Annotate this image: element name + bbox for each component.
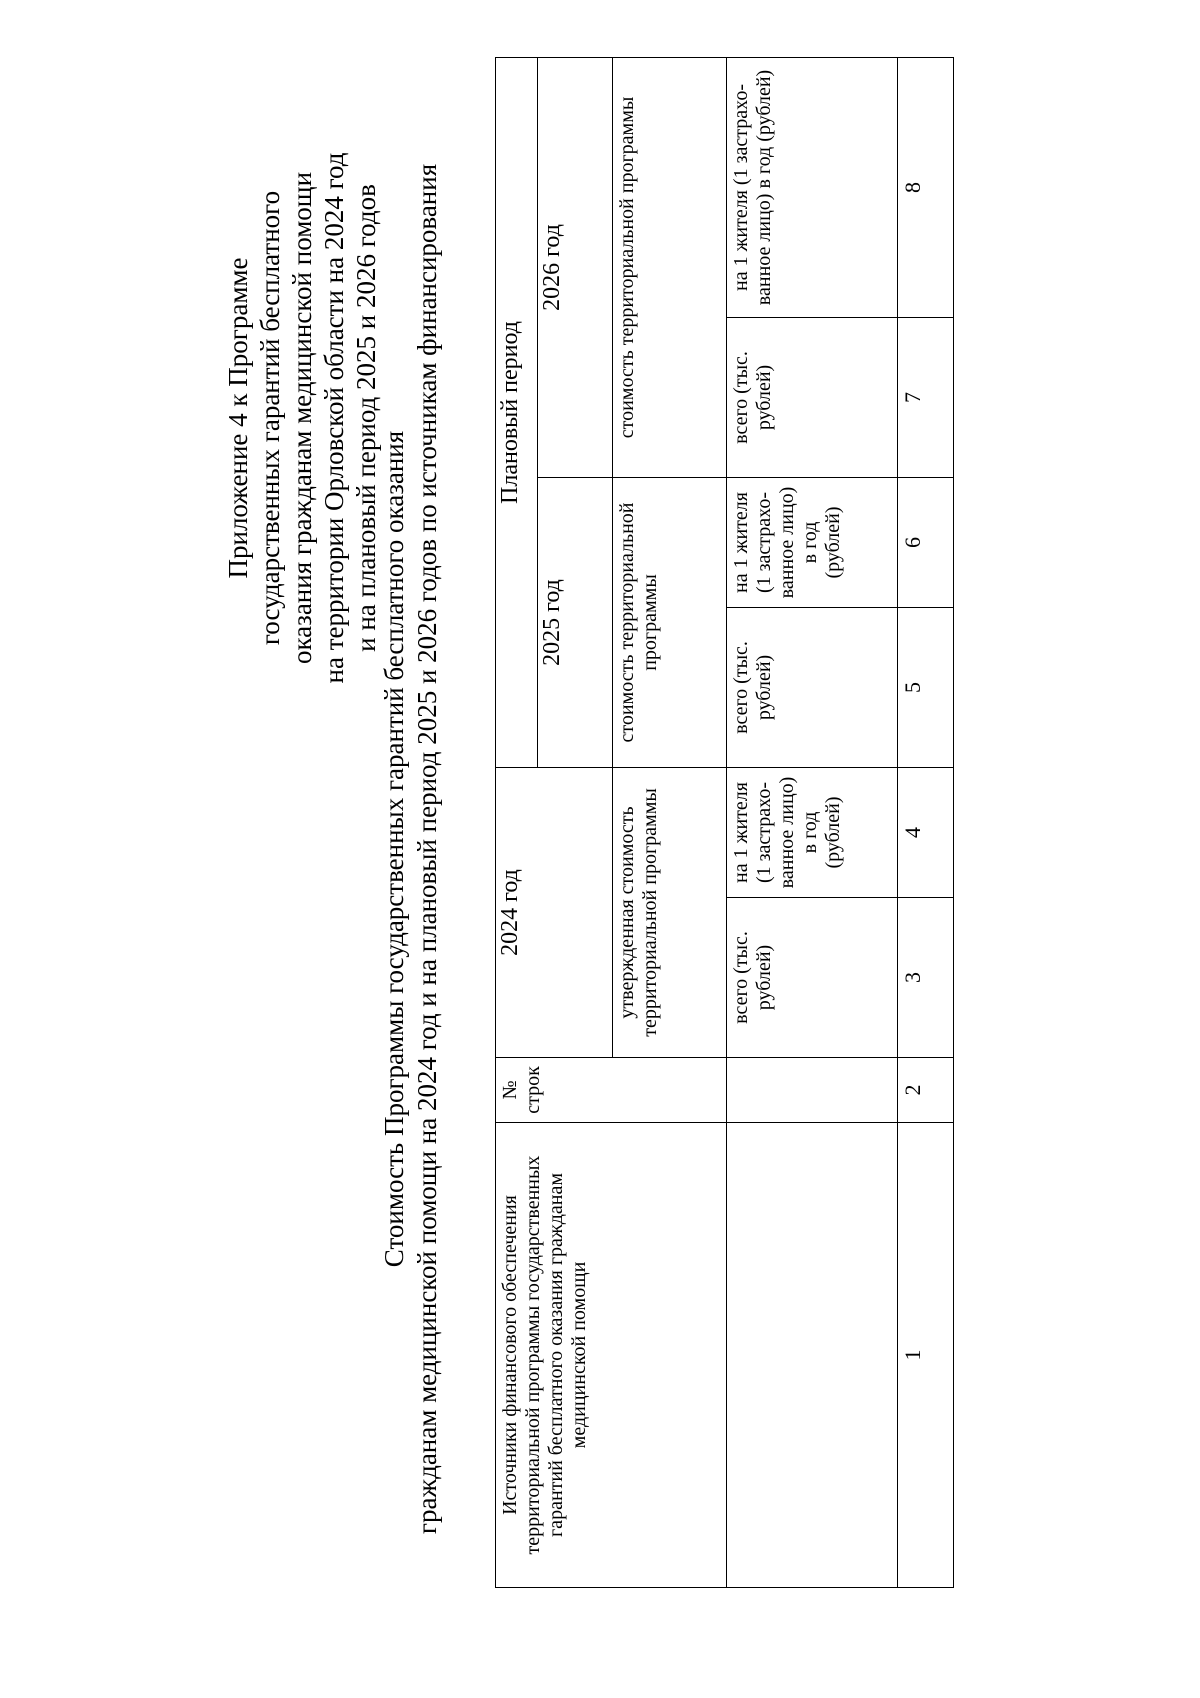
column-number: 8	[898, 57, 954, 317]
empty-cell	[726, 1123, 898, 1588]
header-cost-2026: стоимость территориальной программы	[613, 57, 726, 477]
header-source: Источники финансового обеспечения территориальной программы государственных гарантий бесплатного оказания гражданам медицинской помощи	[496, 1123, 727, 1588]
header-approved-cost-2024: утвержденная стоимость территориальной программы	[613, 767, 726, 1057]
header-total-2026: всего (тыс. рублей)	[726, 317, 898, 477]
column-number: 3	[898, 898, 954, 1058]
appendix-line: и на плановый период 2025 и 2026 годов	[351, 184, 381, 652]
column-number: 5	[898, 607, 954, 767]
column-number: 1	[898, 1123, 954, 1588]
column-number: 4	[898, 767, 954, 897]
header-year-2025: 2025 год	[538, 477, 613, 767]
title-line: гражданам медицинской помощи на 2024 год и на плановый период 2025 и 2026 годов по источникам финансирования	[412, 163, 442, 1535]
column-number: 7	[898, 317, 954, 477]
cost-table	[495, 57, 954, 1588]
header-per-capita-2025: на 1 жителя (1 застрахо-ванное лицо) в год (рублей)	[726, 477, 898, 607]
appendix-line: оказания гражданам медицинской помощи	[287, 171, 317, 665]
header-per-capita-2026: на 1 жителя (1 застрахо-ванное лицо) в год (рублей)	[726, 57, 898, 317]
header-per-capita-2024: на 1 жителя (1 застрахо-ванное лицо) в год (рублей)	[726, 767, 898, 897]
appendix-line: государственных гарантий бесплатного	[255, 190, 285, 646]
header-year-2024: 2024 год	[496, 767, 613, 1057]
empty-cell	[726, 1058, 898, 1123]
header-planning-period: Плановый период	[496, 57, 538, 767]
header-total-2024: всего (тыс. рублей)	[726, 898, 898, 1058]
header-year-2026: 2026 год	[538, 57, 613, 477]
column-number: 2	[898, 1058, 954, 1123]
header-row-number: № строк	[496, 1058, 727, 1123]
appendix-line: на территории Орловской области на 2024 год	[319, 152, 349, 684]
header-total-2025: всего (тыс. рублей)	[726, 607, 898, 767]
header-cost-2025: стоимость территориальной программы	[613, 477, 726, 767]
appendix-line: Приложение 4 к Программе	[223, 257, 253, 579]
appendix-heading	[222, 38, 382, 798]
column-number: 6	[898, 477, 954, 607]
title-line: Стоимость Программы государственных гарантий бесплатного оказания	[379, 430, 409, 1268]
document-title	[378, 0, 444, 1698]
